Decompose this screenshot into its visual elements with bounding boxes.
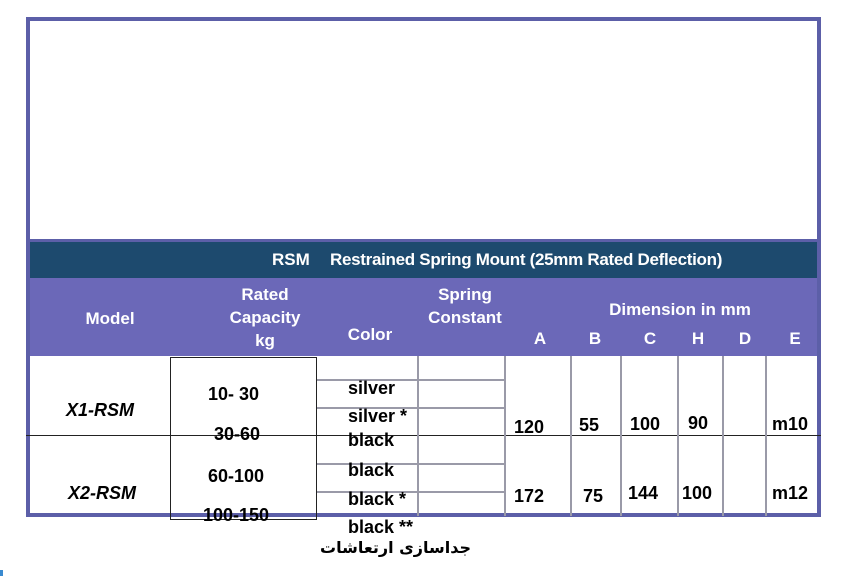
row2-dim-a: 172 (514, 486, 545, 506)
dim-divider (570, 356, 572, 516)
header-dimension: Dimension in mm (609, 300, 751, 319)
header-dim-e: E (789, 329, 801, 348)
product-image-area (30, 21, 817, 242)
dim-divider (722, 356, 724, 516)
row1-color-2: silver * (348, 406, 408, 426)
dim-divider (620, 356, 622, 516)
row1-dim-b: 55 (579, 415, 600, 435)
row1-dim-e: m10 (772, 414, 809, 434)
header-dim-c: C (643, 329, 657, 348)
header-dim-d: D (738, 329, 752, 348)
row2-color-3: black ** (348, 517, 414, 537)
table-title-bar (30, 242, 817, 278)
row1-dim-a: 120 (514, 417, 545, 437)
row2-dim-h: 100 (682, 483, 713, 503)
row1-color-1: silver (348, 378, 396, 398)
row1-model: X1-RSM (66, 400, 135, 420)
row1-capacity-1: 10- 30 (208, 384, 260, 404)
row2-dim-e: m12 (772, 483, 809, 503)
title-code: RSM (272, 250, 310, 269)
row2-dim-c: 144 (628, 483, 659, 503)
row1-dim-c: 100 (630, 414, 661, 434)
header-capacity-line2: Capacity (229, 308, 301, 327)
color-line (317, 491, 504, 493)
header-model: Model (85, 309, 135, 328)
edge-marker (0, 570, 3, 576)
color-line (317, 379, 504, 381)
row-divider (26, 435, 821, 436)
row2-capacity-2: 100-150 (203, 505, 270, 525)
dim-divider (765, 356, 767, 516)
product-table-frame (26, 17, 821, 537)
row2-model: X2-RSM (68, 483, 137, 503)
dim-divider (504, 356, 506, 516)
row1-dim-h: 90 (688, 413, 709, 433)
row1-color-3: black (348, 430, 395, 450)
color-line (317, 407, 504, 409)
table-header (30, 278, 817, 356)
caption-text: جداسازی ارتعاشات (320, 538, 472, 557)
title-description: Restrained Spring Mount (25mm Rated Deflection) (330, 250, 723, 269)
header-spring-line2: Constant (428, 308, 502, 327)
dim-divider (677, 356, 679, 516)
row2-capacity-1: 60-100 (208, 466, 265, 486)
header-dim-b: B (588, 329, 602, 348)
row2-color-2: black * (348, 489, 407, 509)
row2-color-1: black (348, 460, 395, 480)
header-capacity-line3: kg (255, 331, 275, 350)
header-dim-a: A (533, 329, 547, 348)
header-capacity-line1: Rated (241, 285, 289, 304)
table-body (30, 356, 817, 537)
color-line (317, 463, 504, 465)
row2-dim-b: 75 (583, 486, 604, 506)
header-dim-h: H (691, 329, 705, 348)
header-color: Color (347, 325, 393, 344)
header-spring-line1: Spring (438, 285, 492, 304)
row1-capacity-2: 30-60 (214, 424, 261, 444)
